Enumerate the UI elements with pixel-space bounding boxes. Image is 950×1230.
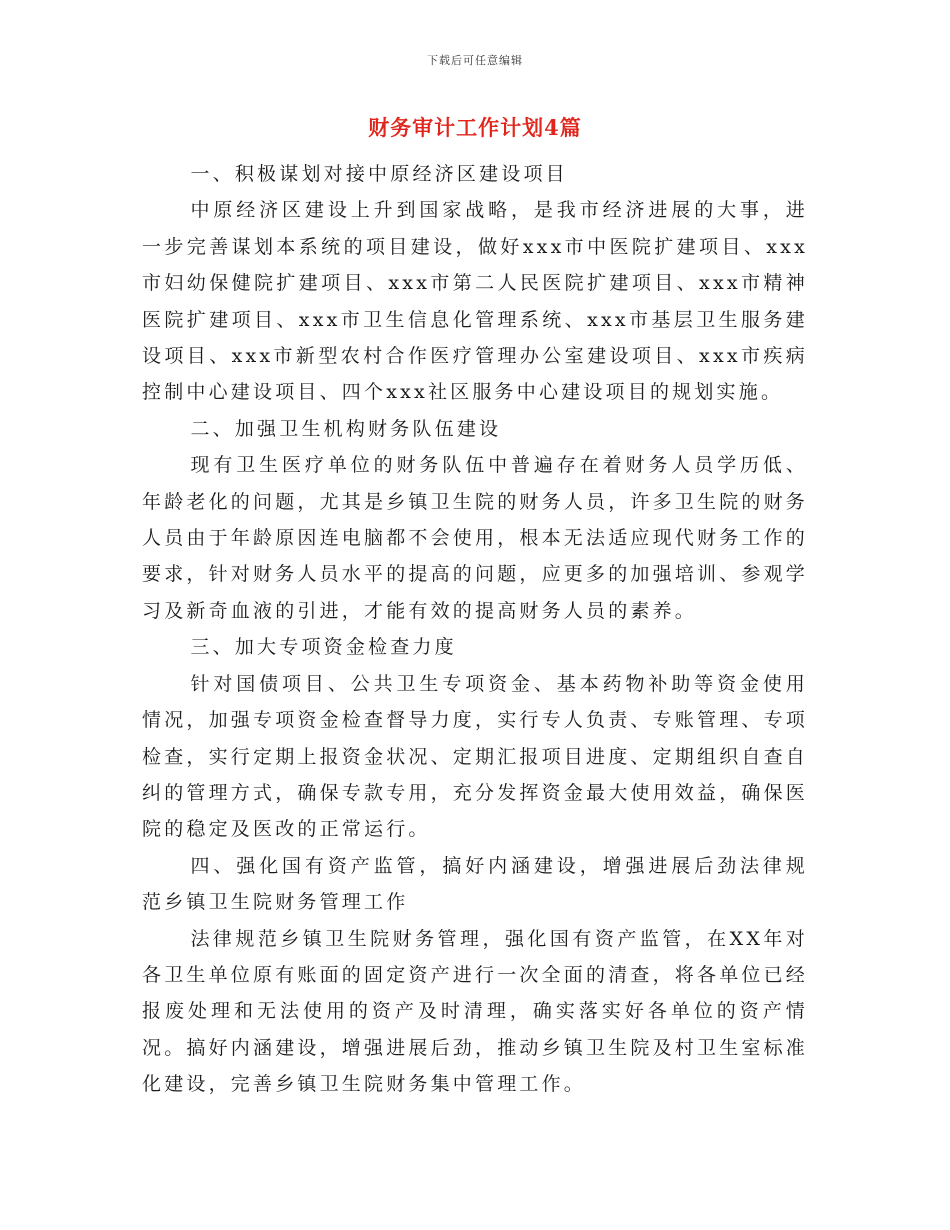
document-body bbox=[142, 156, 808, 1103]
section-heading-4: 四、强化国有资产监管，搞好内涵建设，增强进展后劲法律规范乡镇卫生院财务管理工作 bbox=[142, 854, 808, 914]
paragraph-4: 法律规范乡镇卫生院财务管理，强化国有资产监管，在XX年对各卫生单位原有账面的固定资产进行一次全面的清查，将各单位已经报废处理和无法使用的资产及时清理，确实落实好各单位的资产情况。搞好内涵建设，增强进展后劲，推动乡镇卫生院及村卫生室标准化建设，完善乡镇卫生院财务集中管理工作。 bbox=[142, 927, 809, 1096]
document-title: 财务审计工作计划4篇 bbox=[368, 115, 582, 140]
paragraph-1: 中原经济区建设上升到国家战略，是我市经济进展的大事，进一步完善谋划本系统的项目建设，做好xxx市中医院扩建项目、xxx市妇幼保健院扩建项目、xxx市第二人民医院扩建项目、xxx市精神医院扩建项目、xxx市卫生信息化管理系统、xxx市基层卫生服务建设项目、xxx市新型农村合作医疗管理办公室建设项目、xxx市疾病控制中心建设项目、四个xxx社区服务中心建设项目的规划实施。 bbox=[142, 199, 808, 404]
section-heading-1: 一、积极谋划对接中原经济区建设项目 bbox=[190, 163, 568, 185]
paragraph-2: 现有卫生医疗单位的财务队伍中普遍存在着财务人员学历低、年龄老化的问题，尤其是乡镇卫生院的财务人员，许多卫生院的财务人员由于年龄原因连电脑都不会使用，根本无法适应现代财务工作的要求，针对财务人员水平的提高的问题，应更多的加强培训、参观学习及新奇血液的引进，才能有效的提高财务人员的素养。 bbox=[142, 454, 809, 622]
section-heading-3: 三、加大专项资金检查力度 bbox=[190, 636, 457, 659]
paragraph-3: 针对国债项目、公共卫生专项资金、基本药物补助等资金使用情况，加强专项资金检查督导力度，实行专人负责、专账管理、专项检查，实行定期上报资金状况、定期汇报项目进度、定期组织自查自纠的管理方式，确保专款专用，充分发挥资金最大使用效益，确保医院的稳定及医改的正常运行。 bbox=[142, 672, 809, 841]
section-heading-2: 二、加强卫生机构财务队伍建设 bbox=[190, 417, 502, 440]
header-note: 下载后可任意编辑 bbox=[427, 54, 523, 67]
